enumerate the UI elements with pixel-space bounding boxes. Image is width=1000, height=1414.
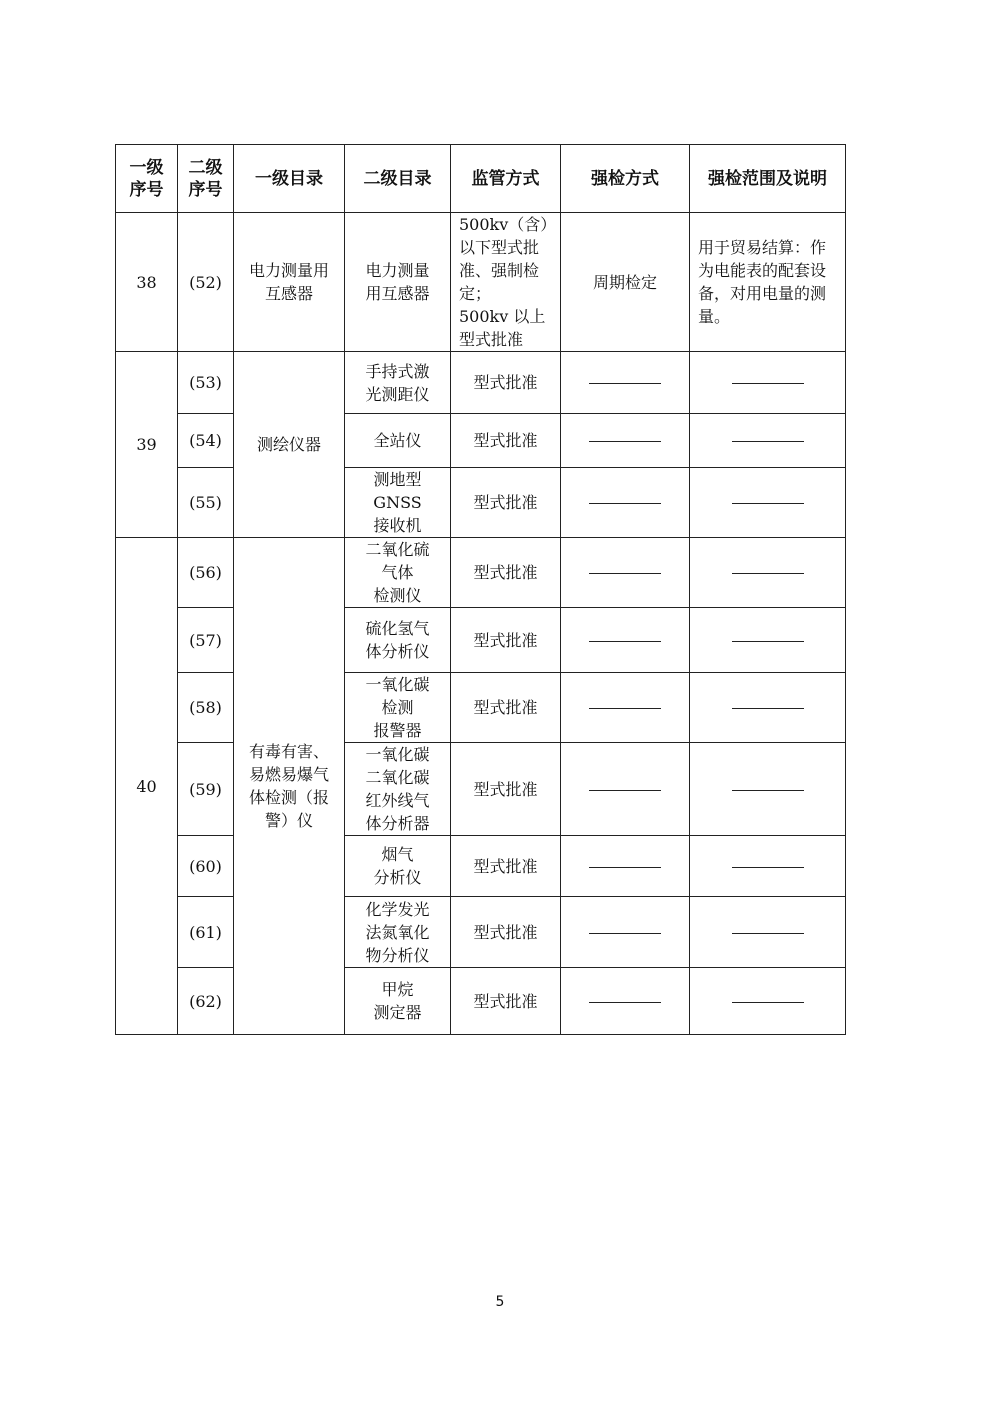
inspection-cell [561, 414, 690, 468]
dash-mark [589, 1002, 661, 1003]
level2-catalog: 化学发光 法氮氧化 物分析仪 [345, 897, 451, 968]
level2-catalog: 烟气 分析仪 [345, 836, 451, 897]
dash-mark [589, 641, 661, 642]
dash-mark [589, 441, 661, 442]
table-row [116, 608, 846, 673]
dash-mark [589, 708, 661, 709]
header-row [116, 145, 846, 213]
level2-catalog: 硫化氢气 体分析仪 [345, 608, 451, 673]
dash-mark [589, 790, 661, 791]
dash-mark [732, 503, 804, 504]
level2-no: (53) [178, 352, 234, 414]
inspection-cell [561, 897, 690, 968]
level1-catalog: 测绘仪器 [234, 352, 345, 538]
level2-catalog: 电力测量用互感器 [345, 213, 451, 352]
table-row [116, 352, 846, 414]
supervision-cell: 型式批准 [451, 836, 561, 897]
table-row [116, 836, 846, 897]
dash-mark [589, 573, 661, 574]
catalog-table [115, 144, 846, 1035]
table-row [116, 538, 846, 608]
header-scope: 强检范围及说明 [690, 145, 846, 213]
dash-mark [732, 441, 804, 442]
level2-no: (62) [178, 968, 234, 1035]
header-level2-no: 二级 序号 [178, 145, 234, 213]
inspection-cell: 周期检定 [561, 213, 690, 352]
header-inspection: 强检方式 [561, 145, 690, 213]
dash-mark [732, 641, 804, 642]
level2-catalog: 二氧化硫 气体 检测仪 [345, 538, 451, 608]
level2-no: (60) [178, 836, 234, 897]
level1-no: 39 [116, 352, 178, 538]
inspection-cell [561, 968, 690, 1035]
level2-catalog: 甲烷 测定器 [345, 968, 451, 1035]
dash-mark [732, 790, 804, 791]
table-row [116, 213, 846, 352]
inspection-cell [561, 836, 690, 897]
dash-mark [589, 383, 661, 384]
level1-no: 40 [116, 538, 178, 1035]
level2-catalog: 测地型 GNSS 接收机 [345, 468, 451, 538]
supervision-cell: 型式批准 [451, 414, 561, 468]
inspection-cell [561, 608, 690, 673]
inspection-cell [561, 743, 690, 836]
scope-cell [690, 743, 846, 836]
inspection-cell [561, 352, 690, 414]
header-level2-catalog: 二级目录 [345, 145, 451, 213]
dash-mark [732, 1002, 804, 1003]
scope-cell [690, 352, 846, 414]
level2-no: (58) [178, 673, 234, 743]
scope-cell [690, 673, 846, 743]
supervision-cell: 型式批准 [451, 468, 561, 538]
inspection-cell [561, 538, 690, 608]
scope-cell [690, 468, 846, 538]
level2-no: (59) [178, 743, 234, 836]
level1-no: 38 [116, 213, 178, 352]
scope-cell [690, 968, 846, 1035]
level1-catalog: 有毒有害、易燃易爆气体检测（报警）仪 [234, 538, 345, 1035]
table-row [116, 468, 846, 538]
dash-mark [589, 933, 661, 934]
level2-catalog: 一氧化碳 检测 报警器 [345, 673, 451, 743]
supervision-cell: 型式批准 [451, 968, 561, 1035]
level2-no: (52) [178, 213, 234, 352]
header-supervision: 监管方式 [451, 145, 561, 213]
level2-no: (54) [178, 414, 234, 468]
level2-catalog: 全站仪 [345, 414, 451, 468]
level2-no: (56) [178, 538, 234, 608]
level2-no: (61) [178, 897, 234, 968]
dash-mark [732, 708, 804, 709]
dash-mark [732, 933, 804, 934]
level1-catalog: 电力测量用互感器 [234, 213, 345, 352]
dash-mark [589, 867, 661, 868]
header-level1-catalog: 一级目录 [234, 145, 345, 213]
table-row [116, 897, 846, 968]
supervision-cell: 型式批准 [451, 897, 561, 968]
supervision-cell: 型式批准 [451, 608, 561, 673]
level2-catalog: 手持式激光测距仪 [345, 352, 451, 414]
scope-cell [690, 897, 846, 968]
scope-cell [690, 538, 846, 608]
supervision-cell: 500kv（含）以下型式批准、强制检定； 500kv 以上型式批准 [451, 213, 561, 352]
dash-mark [589, 503, 661, 504]
supervision-cell: 型式批准 [451, 743, 561, 836]
scope-cell [690, 836, 846, 897]
table-row [116, 743, 846, 836]
level2-no: (57) [178, 608, 234, 673]
table-row [116, 673, 846, 743]
inspection-cell [561, 468, 690, 538]
dash-mark [732, 573, 804, 574]
scope-cell: 用于贸易结算：作为电能表的配套设备，对用电量的测量。 [690, 213, 846, 352]
supervision-cell: 型式批准 [451, 352, 561, 414]
table-row [116, 414, 846, 468]
supervision-cell: 型式批准 [451, 673, 561, 743]
level2-no: (55) [178, 468, 234, 538]
scope-cell [690, 608, 846, 673]
page-number: 5 [495, 1294, 505, 1310]
header-level1-no: 一级 序号 [116, 145, 178, 213]
level2-catalog: 一氧化碳 二氧化碳 红外线气 体分析器 [345, 743, 451, 836]
dash-mark [732, 867, 804, 868]
dash-mark [732, 383, 804, 384]
scope-cell [690, 414, 846, 468]
inspection-cell [561, 673, 690, 743]
supervision-cell: 型式批准 [451, 538, 561, 608]
table-row [116, 968, 846, 1035]
